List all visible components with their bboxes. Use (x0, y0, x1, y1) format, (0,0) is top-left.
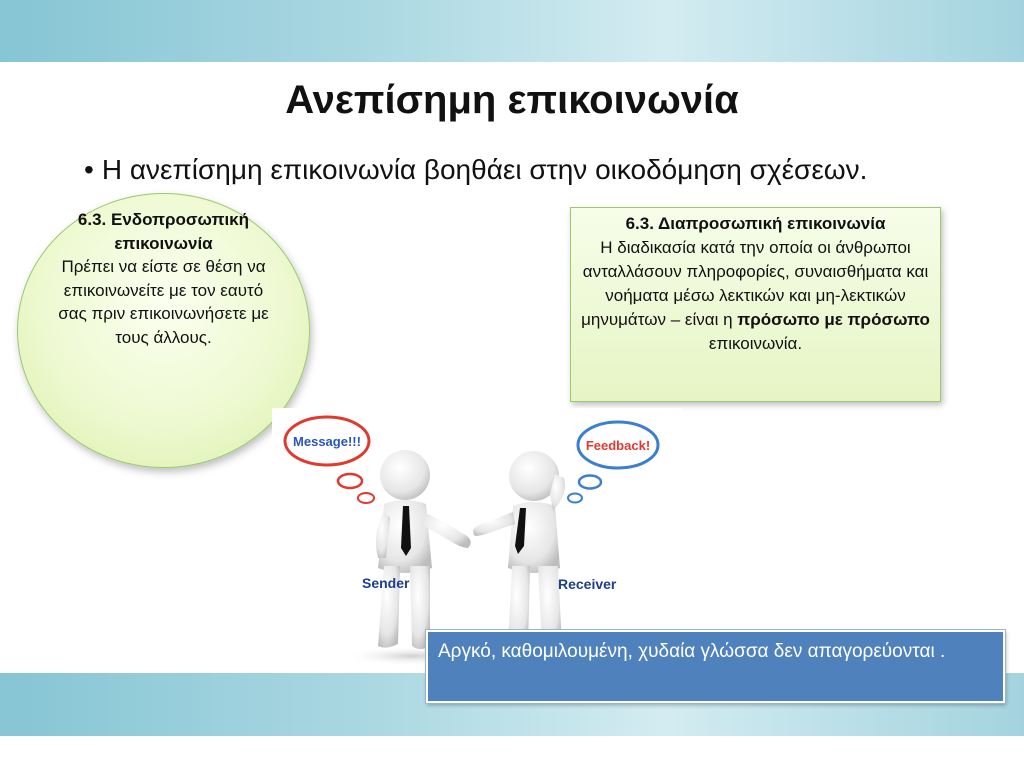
top-decorative-band (0, 0, 1024, 62)
feedback-bubble (568, 422, 658, 503)
intrapersonal-text (52, 208, 275, 349)
slide-title: Ανεπίσημη επικοινωνία (285, 78, 739, 122)
sender-figure (362, 450, 471, 649)
bullet-point (84, 154, 984, 186)
feedback-label: Feedback! (585, 438, 651, 453)
interpersonal-body-start: Η διαδικασία κατά την οποία οι άνθρωποι ανταλλάσουν πληροφορίες, συναισθήματα και νοήματα μέσω λεκτικών και μη-λεκτικών μηνυμάτων – είναι η (581, 238, 929, 329)
receiver-label: Receiver (558, 576, 617, 592)
interpersonal-box (570, 207, 941, 402)
interpersonal-body-bold: πρόσωπο με πρόσωπο (737, 310, 930, 329)
interpersonal-body-end: επικοινωνία. (708, 334, 803, 353)
bullet-text: Η ανεπίσημη επικοινωνία βοηθάει στην οικοδόμηση σχέσεων. (101, 154, 868, 185)
sender-label: Sender (362, 575, 410, 591)
message-label: Message!!! (293, 434, 361, 449)
slang-note-text: Αργκό, καθομιλουμένη, χυδαία γλώσσα δεν απαγορεύονται . (438, 641, 946, 662)
slang-note-box (426, 630, 1005, 703)
bullet-marker: • (84, 154, 94, 185)
intrapersonal-body: Πρέπει να είστε σε θέση να επικοινωνείτε με τον εαυτό σας πριν επικοινωνήσετε με τους άλλους. (58, 257, 269, 347)
message-bubble (285, 417, 374, 503)
interpersonal-heading: 6.3. Διαπροσωπική επικοινωνία (625, 214, 886, 233)
intrapersonal-heading: 6.3. Ενδοπροσωπική επικοινωνία (77, 210, 250, 253)
